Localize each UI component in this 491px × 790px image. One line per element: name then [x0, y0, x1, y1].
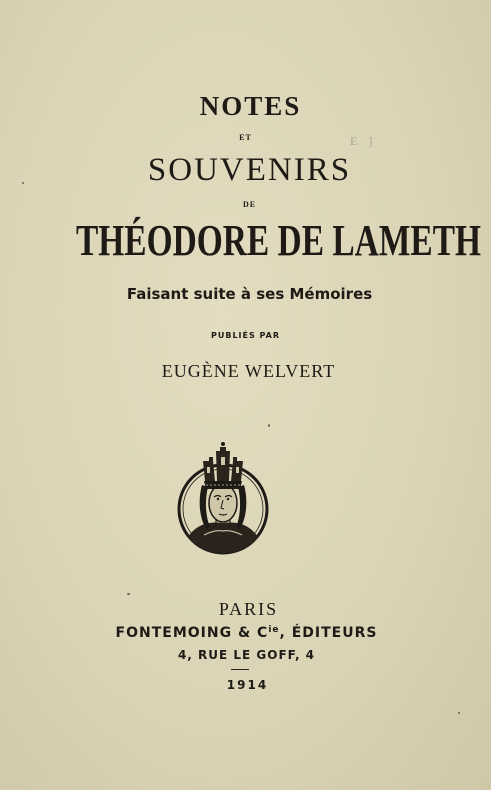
published-by: PUBLIÉS PAR [210, 331, 281, 340]
title-notes: NOTES [199, 91, 302, 121]
title-de: DE [242, 200, 257, 209]
author-name-text: THÉODORE DE LAMETH [75, 216, 482, 265]
imprint-city: PARIS [218, 599, 279, 619]
publisher-superscript: ie [268, 625, 280, 635]
library-mark: E ] [350, 134, 377, 148]
paper-speck [22, 182, 24, 184]
imprint-address: 4, RUE LE GOFF, 4 [177, 648, 316, 662]
editor-name: EUGÈNE WELVERT [161, 361, 336, 381]
title-et: ET [239, 133, 252, 142]
subtitle: Faisant suite à ses Mémoires [126, 285, 373, 303]
crowned-head-medallion-icon [174, 437, 272, 555]
imprint-publisher [0, 625, 491, 641]
imprint-year: 1914 [226, 678, 269, 692]
title-souvenirs: SOUVENIRS [147, 152, 352, 188]
publisher-suffix: , ÉDITEURS [279, 625, 378, 641]
paper-speck [127, 593, 130, 595]
publisher-name: FONTEMOING & C [115, 625, 269, 641]
imprint-rule [231, 669, 249, 670]
author-name [0, 215, 491, 266]
paper-speck [458, 712, 460, 714]
paper-speck [268, 424, 270, 427]
